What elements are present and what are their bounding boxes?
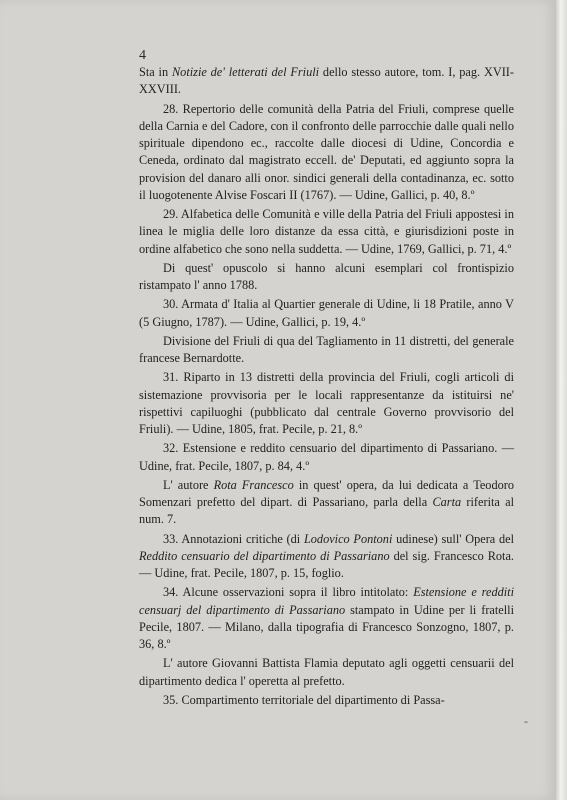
text-run: L' autore xyxy=(163,477,214,492)
text-run: 33. Annotazioni critiche (di xyxy=(163,531,304,546)
note-30 xyxy=(139,333,514,368)
entry-31 xyxy=(139,369,514,438)
entry-34 xyxy=(139,584,514,653)
text-run: stampato in Udine per li fratelli Pecile, 1807. — Milano, dalla tipografia di Francesco Sonzogno, 1807, p. 36, 8.º xyxy=(139,602,514,651)
text-run: Sta in xyxy=(139,65,172,79)
margin-mark: - xyxy=(524,714,528,728)
italic-text-run: Carta xyxy=(432,495,462,509)
text-run: del sig. Francesco Rota. — Udine, frat. Pecile, 1807, p. 15, foglio. xyxy=(139,548,514,580)
text-run: Di quest' opuscolo si hanno alcuni esemplari col frontispizio ristampato l' anno 1788. xyxy=(139,260,514,292)
page-number: 4 xyxy=(139,48,146,63)
italic-text-run: Lodovico Pontoni xyxy=(303,531,393,546)
note-29 xyxy=(139,260,514,295)
text-run: 31. Riparto in 13 distretti della provincia del Friuli, cogli articoli di sistemazione provvisoria per le locali rappresentanze da istituirsi ne' rispettivi capiluoghi (pubblicato dal centrale Governo provvisorio del Friuli). — Udine, 1805, frat. Pecile, p. 21, 8.º xyxy=(139,370,514,436)
text-run: in quest' opera, da lui dedicata a Teodoro Somenzari prefetto del dipart. di Passariano, parla della xyxy=(139,477,514,509)
entry-30 xyxy=(139,296,514,331)
entry-29 xyxy=(139,206,514,258)
text-run: 29. Alfabetica delle Comunità e ville della Patria del Friuli appostesi in linea le miglia delle loro distanze da essa città, e giurisdizioni poste in ordine alfabetico che sono nella suddetta. — Udine, 1769, Gallici, p. 71, 4.º xyxy=(139,207,514,256)
text-run: 30. Armata d' Italia al Quartier generale di Udine, li 18 Pratile, anno V (5 Giugno, 1787). — Udine, Gallici, p. 19, 4.º xyxy=(139,297,514,329)
text-run: dello stesso autore, tom. I, pag. XVII-XXVIII. xyxy=(139,65,514,97)
text-run: 35. Compartimento territoriale del dipartimento di Passa- xyxy=(163,692,445,707)
text-run: L' autore Giovanni Battista Flamia deputato agli oggetti censuarii del dipartimento dedica l' operetta al prefetto. xyxy=(139,656,514,688)
text-run: 32. Estensione e reddito censuario del dipartimento di Passariano. — Udine, frat. Pecile, 1807, p. 84, 4.º xyxy=(139,441,514,473)
italic-text-run: Notizie de' letterati del Friuli xyxy=(171,65,320,79)
entry-33 xyxy=(139,531,514,583)
entry-28 xyxy=(139,101,514,205)
text-run: 28. Repertorio delle comunità della Patria del Friuli, comprese quelle della Carnia e del Cadore, con il confronto delle parrocchie dalle quali nello spirituale dipendono ec., raccolte dalle diocesi di Udine, Concordia e Ceneda, ordinato dal magistrato eccell. de' Deputati, ed aggiunto sopra la provision del danaro alli onor. sindici generali della contadinanza, ec. sotto il luogotenente Alvise Foscari II (1767). — Udine, Gallici, p. 40, 8.º xyxy=(139,101,514,202)
italic-text-run: Reddito censuario del dipartimento di Passariano xyxy=(139,548,390,563)
text-run: Divisione del Friuli di qua del Tagliamento in 11 distretti, del generale francese Bernardotte. xyxy=(139,333,514,365)
text-run: riferita al num. 7. xyxy=(139,495,514,527)
page-text xyxy=(139,64,514,709)
italic-text-run: Estensione e redditi censuarj del dipartimento di Passariano xyxy=(139,585,515,617)
entry-35 xyxy=(139,692,514,709)
book-spine-edge xyxy=(556,0,567,800)
note-34 xyxy=(139,655,514,690)
text-run: udinese) sull' Opera del xyxy=(392,531,514,546)
paragraph-continuation xyxy=(139,64,514,99)
text-run: 34. Alcune osservazioni sopra il libro intitolato: xyxy=(163,585,414,600)
entry-32 xyxy=(139,440,514,475)
note-32 xyxy=(139,477,514,529)
italic-text-run: Rota Francesco xyxy=(213,477,294,492)
